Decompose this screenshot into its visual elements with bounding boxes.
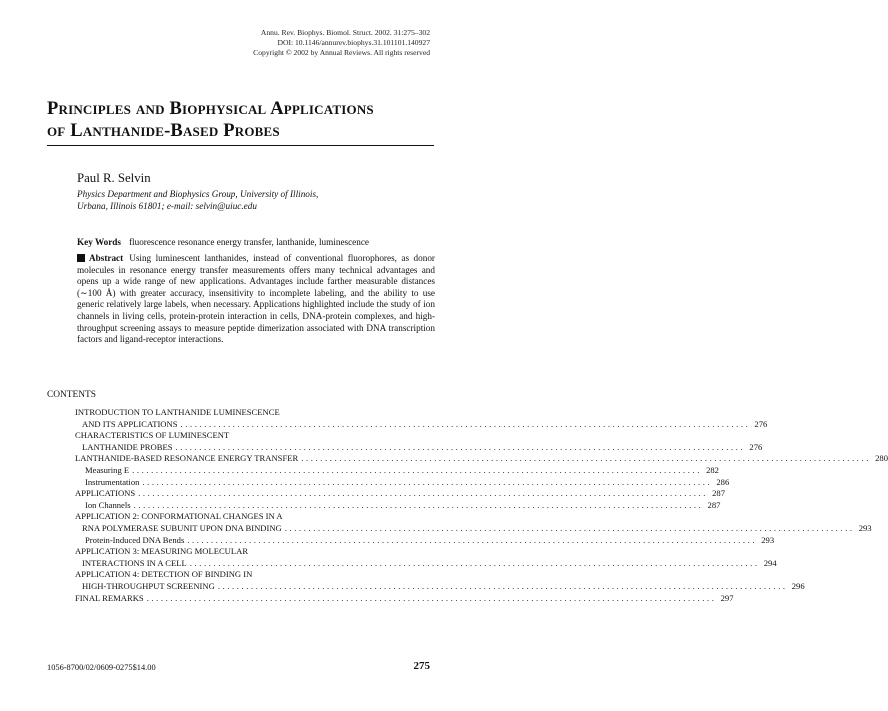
toc-entry-page: 276: [749, 441, 763, 452]
abstract: [77, 253, 435, 346]
copyright-line: Copyright © 2002 by Annual Reviews. All rights reserved: [253, 48, 430, 57]
toc-entry-title: CHARACTERISTICS OF LUMINESCENT: [75, 430, 230, 441]
toc-entry: [75, 430, 432, 442]
toc-entry-title: Instrumentation: [85, 476, 140, 487]
toc-entry-title: INTERACTIONS IN A CELL: [82, 557, 187, 568]
author-name: Paul R. Selvin: [77, 171, 151, 185]
toc-entry-page: 280: [875, 453, 888, 464]
toc-entry-page: 287: [707, 499, 721, 510]
toc-leader-dots: ........................................................................................................................: [284, 522, 855, 533]
toc-leader-dots: ........................................................................................................................: [175, 441, 746, 452]
toc-entry-title: HIGH-THROUGHPUT SCREENING: [82, 580, 215, 591]
toc-entry: [75, 592, 734, 605]
toc-entry: [75, 418, 768, 431]
affiliation-line-2: Urbana, Illinois 61801; e-mail: selvin@uiuc.edu: [77, 201, 257, 211]
toc-entry-page: 296: [791, 580, 805, 591]
toc-entry-page: 294: [763, 557, 777, 568]
toc-entry: [75, 569, 432, 581]
toc-entry-title: Ion Channels: [85, 499, 131, 510]
toc-leader-dots: ........................................................................................................................: [301, 453, 872, 464]
toc-entry-page: 282: [706, 464, 719, 475]
toc-entry: [75, 476, 730, 489]
journal-header: [253, 28, 430, 58]
toc-entry-title: LANTHANIDE-BASED RESONANCE ENERGY TRANSFER: [75, 453, 299, 464]
table-of-contents: [75, 407, 888, 604]
toc-entry: [75, 488, 725, 500]
toc-leader-dots: ........................................................................................................................: [138, 488, 708, 499]
toc-entry-title: APPLICATIONS: [75, 488, 136, 499]
toc-entry-page: 287: [712, 488, 725, 499]
author-affiliation: [77, 188, 318, 212]
toc-entry-title: LANTHANIDE PROBES: [82, 441, 173, 452]
toc-entry: [75, 580, 805, 593]
toc-entry-title: Measuring E: [85, 464, 130, 475]
toc-entry-title: APPLICATION 2: CONFORMATIONAL CHANGES IN A: [75, 511, 283, 522]
toc-entry-page: 293: [761, 534, 775, 545]
toc-entry-title: INTRODUCTION TO LANTHANIDE LUMINESCENCE: [75, 407, 280, 417]
toc-entry: [75, 499, 721, 512]
citation-line: Annu. Rev. Biophys. Biomol. Struct. 2002. 31:275–302: [260, 28, 430, 37]
toc-entry-title: RNA POLYMERASE SUBUNIT UPON DNA BINDING: [82, 522, 282, 533]
title-line-1: Principles and Biophysical Applications: [47, 99, 374, 119]
title-rule: [47, 145, 434, 146]
toc-entry-page: 293: [858, 522, 872, 533]
toc-entry: [75, 557, 777, 570]
toc-entry: [75, 441, 763, 454]
abstract-text: Using luminescent lanthanides, instead of conventional fluorophores, as donor molecules in resonance energy transfer measurements offers many technical advantages and opens up a wide range of new applications. Advantages include farther measurable distances (∼100 Å) with greater accuracy, insensitivity to incomplete labeling, and the ability to use generic relatively large labels, when necessary. Applications highlighted include the study of ion channels in living cells, protein-protein interaction in cells, DNA-protein complexes, and high-throughput screening assays to measure peptide dimerization associated with DNA transcription factors and ligand-receptor interactions.: [77, 253, 435, 345]
toc-entry-page: 297: [720, 592, 734, 603]
keywords: [77, 236, 434, 248]
abstract-square-icon: [77, 254, 85, 262]
affiliation-line-1: Physics Department and Biophysics Group, University of Illinois,: [77, 189, 319, 199]
toc-entry-title: APPLICATION 3: MEASURING MOLECULAR: [75, 546, 249, 557]
toc-leader-dots: ........................................................................................................................: [189, 557, 760, 568]
keywords-text: fluorescence resonance energy transfer, lanthanide, luminescence: [129, 237, 370, 247]
contents-heading: CONTENTS: [47, 390, 96, 400]
toc-entry-title: APPLICATION 4: DETECTION OF BINDING IN: [75, 569, 253, 580]
toc-leader-dots: ........................................................................................................................: [217, 580, 788, 591]
toc-entry: [75, 511, 432, 523]
toc-entry-title: Protein-Induced DNA Bends: [85, 534, 185, 545]
toc-entry-page: 276: [754, 418, 768, 429]
toc-leader-dots: ........................................................................................................................: [142, 476, 713, 487]
toc-leader-dots: ........................................................................................................................: [180, 418, 751, 429]
toc-entry: [75, 522, 872, 535]
toc-entry-page: 286: [716, 476, 730, 487]
toc-entry: [75, 464, 719, 477]
toc-leader-dots: ........................................................................................................................: [133, 499, 704, 510]
page-number: 275: [413, 660, 430, 672]
keywords-label: Key Words: [77, 237, 121, 247]
toc-leader-dots: ........................................................................................................................: [132, 464, 702, 475]
abstract-label: Abstract: [89, 253, 124, 263]
article-title: [47, 98, 437, 142]
title-line-2: of Lanthanide-Based Probes: [47, 121, 280, 141]
toc-leader-dots: ........................................................................................................................: [146, 592, 717, 603]
toc-entry: [75, 453, 888, 465]
toc-entry: [75, 534, 775, 547]
footer-code: 1056-8700/02/0609-0275$14.00: [47, 663, 156, 672]
doi-line: DOI: 10.1146/annurev.biophys.31.101101.140927: [277, 38, 430, 47]
toc-entry: [75, 546, 432, 558]
toc-entry: [75, 407, 432, 419]
toc-entry-title: FINAL REMARKS: [75, 592, 144, 603]
toc-leader-dots: ........................................................................................................................: [187, 534, 758, 545]
toc-entry-title: AND ITS APPLICATIONS: [82, 418, 178, 429]
